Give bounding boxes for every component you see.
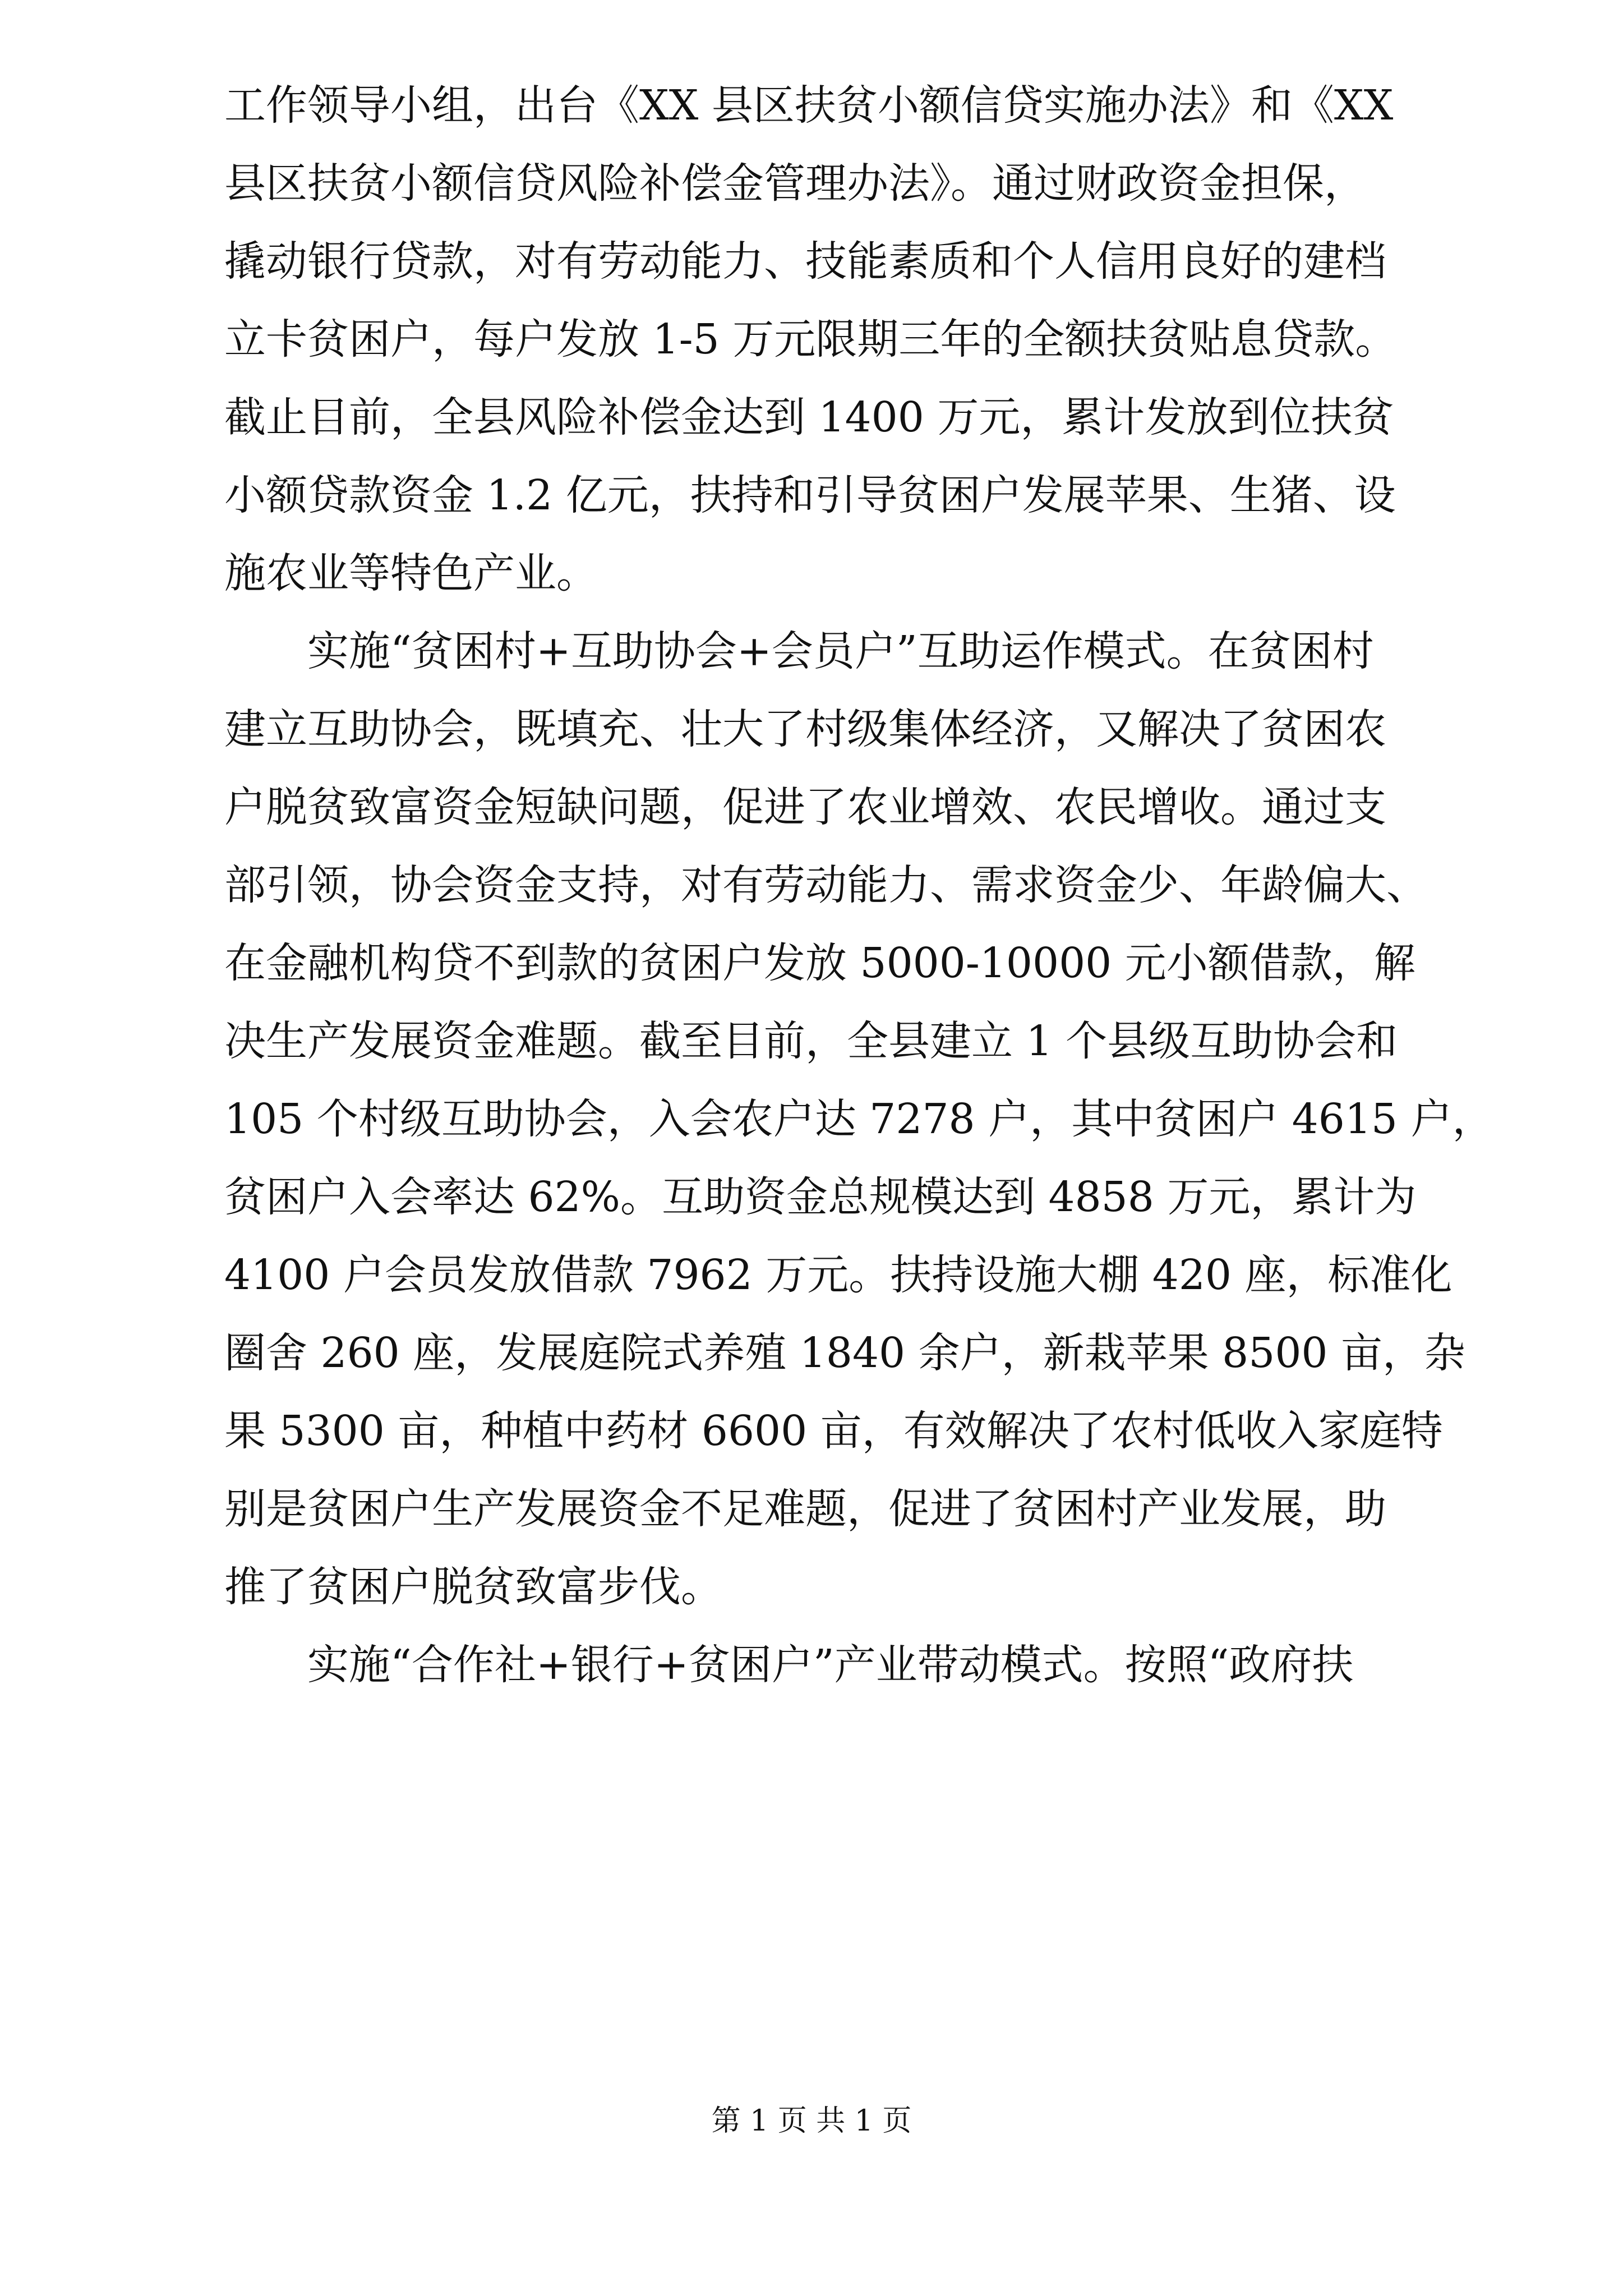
- body-text-line: 撬动银行贷款，对有劳动能力、技能素质和个人信用良好的建档: [224, 237, 1386, 286]
- body-text-line: 施农业等特色产业。: [224, 549, 598, 597]
- paragraph-first-line: 实施“贫困村+互助协会+会员户”互助运作模式。在贫困村: [307, 627, 1374, 675]
- body-text-line: 圈舍 260 座，发展庭院式养殖 1840 余户，新栽苹果 8500 亩，杂: [224, 1329, 1466, 1377]
- body-text-line: 户脱贫致富资金短缺问题，促进了农业增效、农民增收。通过支: [224, 783, 1386, 831]
- paragraph-first-line: 实施“合作社+银行+贫困户”产业带动模式。按照“政府扶: [307, 1641, 1354, 1689]
- body-text-line: 截止目前，全县风险补偿金达到 1400 万元，累计发放到位扶贫: [224, 393, 1394, 441]
- body-text-line: 在金融机构贷不到款的贫困户发放 5000-10000 元小额借款，解: [224, 939, 1415, 987]
- body-text-line: 推了贫困户脱贫致富步伐。: [224, 1563, 722, 1611]
- body-text-line: 105 个村级互助协会，入会农户达 7278 户，其中贫困户 4615 户，: [224, 1095, 1494, 1143]
- body-text-line: 决生产发展资金难题。截至目前，全县建立 1 个县级互助协会和: [224, 1017, 1398, 1065]
- body-text-line: 贫困户入会率达 62%。互助资金总规模达到 4858 万元，累计为: [224, 1173, 1417, 1221]
- page-footer: 第 1 页 共 1 页: [711, 2104, 912, 2138]
- body-text-line: 建立互助协会，既填充、壮大了村级集体经济，又解决了贫困农: [224, 705, 1386, 753]
- body-text-line: 工作领导小组，出台《XX 县区扶贫小额信贷实施办法》和《XX: [224, 81, 1394, 130]
- body-text-line: 小额贷款资金 1.2 亿元，扶持和引导贫困户发展苹果、生猪、设: [224, 471, 1396, 519]
- body-text-line: 部引领，协会资金支持，对有劳动能力、需求资金少、年龄偏大、: [224, 861, 1428, 909]
- body-text-line: 立卡贫困户，每户发放 1-5 万元限期三年的全额扶贫贴息贷款。: [224, 315, 1397, 364]
- body-text-line: 4100 户会员发放借款 7962 万元。扶持设施大棚 420 座，标准化: [224, 1251, 1453, 1299]
- body-text-line: 县区扶贫小额信贷风险补偿金管理办法》。通过财政资金担保，: [224, 159, 1366, 208]
- body-text-line: 果 5300 亩，种植中药材 6600 亩，有效解决了农村低收入家庭特: [224, 1407, 1443, 1455]
- body-text-line: 别是贫困户生产发展资金不足难题，促进了贫困村产业发展，助: [224, 1485, 1386, 1533]
